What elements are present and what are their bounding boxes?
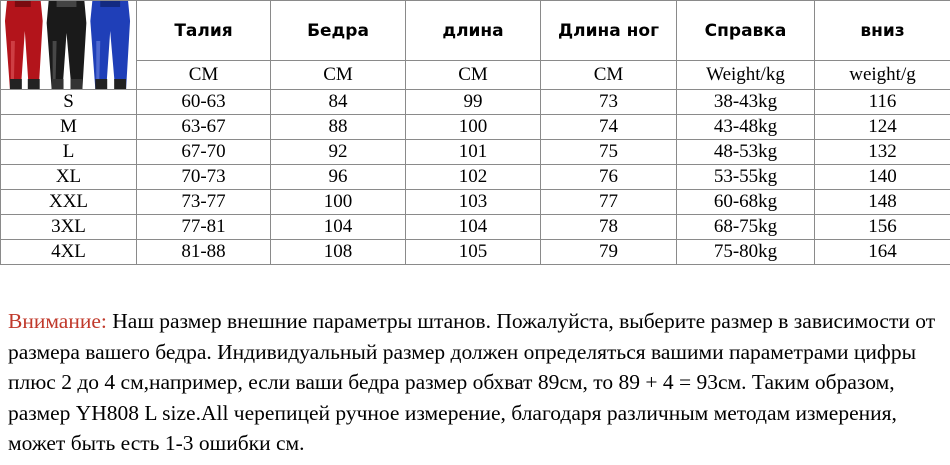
notice-paragraph	[8, 306, 948, 459]
table-cell: 43-48kg	[677, 115, 815, 140]
header-waist: Талия	[137, 1, 271, 61]
unit-cell: CM	[271, 61, 406, 90]
units-row	[1, 61, 950, 90]
table-row	[1, 165, 950, 190]
pants-photo-icon	[1, 1, 136, 89]
table-row	[1, 240, 950, 265]
unit-cell: CM	[406, 61, 541, 90]
table-cell: 53-55kg	[677, 165, 815, 190]
unit-cell: CM	[541, 61, 677, 90]
table-cell: 63-67	[137, 115, 271, 140]
table-row	[1, 215, 950, 240]
table-cell: 100	[406, 115, 541, 140]
table-cell: 100	[271, 190, 406, 215]
product-photo	[1, 1, 137, 90]
table-row	[1, 140, 950, 165]
table-cell: 75	[541, 140, 677, 165]
table-row	[1, 90, 950, 115]
table-cell: 124	[815, 115, 950, 140]
table-cell: 132	[815, 140, 950, 165]
size-label: M	[1, 115, 137, 140]
header-down: вниз	[815, 1, 950, 61]
table-cell: 77	[541, 190, 677, 215]
notice-label: Внимание:	[8, 309, 107, 333]
table-cell: 108	[271, 240, 406, 265]
table-cell: 102	[406, 165, 541, 190]
unit-cell: CM	[137, 61, 271, 90]
table-cell: 81-88	[137, 240, 271, 265]
size-label: S	[1, 90, 137, 115]
table-cell: 116	[815, 90, 950, 115]
size-label: XXL	[1, 190, 137, 215]
table-cell: 38-43kg	[677, 90, 815, 115]
header-reference: Справка	[677, 1, 815, 61]
header-length: длина	[406, 1, 541, 61]
table-cell: 77-81	[137, 215, 271, 240]
size-label: 3XL	[1, 215, 137, 240]
table-cell: 88	[271, 115, 406, 140]
table-cell: 48-53kg	[677, 140, 815, 165]
table-cell: 79	[541, 240, 677, 265]
table-cell: 104	[271, 215, 406, 240]
table-cell: 68-75kg	[677, 215, 815, 240]
table-cell: 140	[815, 165, 950, 190]
table-cell: 105	[406, 240, 541, 265]
table-row	[1, 115, 950, 140]
table-cell: 70-73	[137, 165, 271, 190]
table-cell: 103	[406, 190, 541, 215]
table-cell: 67-70	[137, 140, 271, 165]
table-cell: 84	[271, 90, 406, 115]
header-leg-length: Длина ног	[541, 1, 677, 61]
table-cell: 73-77	[137, 190, 271, 215]
size-label: L	[1, 140, 137, 165]
table-cell: 92	[271, 140, 406, 165]
table-cell: 156	[815, 215, 950, 240]
notice-text: Наш размер внешние параметры штанов. Пожалуйста, выберите размер в зависимости от размера вашего бедра. Индивидуальный размер должен определяться вашими параметрами цифры плюс 2 до 4 см,например, если ваши бедра размер обхват 89см, то 89 + 4 = 93см. Таким образом, размер YH808 L size.All черепицей ручное измерение, благодаря различным методам измерения, может быть есть 1-3 ошибки см.	[8, 309, 936, 455]
table-cell: 60-68kg	[677, 190, 815, 215]
table-cell: 101	[406, 140, 541, 165]
table-cell: 74	[541, 115, 677, 140]
unit-cell: Weight/kg	[677, 61, 815, 90]
size-label: XL	[1, 165, 137, 190]
table-cell: 73	[541, 90, 677, 115]
size-label: 4XL	[1, 240, 137, 265]
table-cell: 75-80kg	[677, 240, 815, 265]
table-cell: 104	[406, 215, 541, 240]
table-cell: 99	[406, 90, 541, 115]
size-rows	[1, 90, 950, 265]
table-cell: 96	[271, 165, 406, 190]
table-cell: 78	[541, 215, 677, 240]
header-row	[1, 1, 950, 61]
unit-cell: weight/g	[815, 61, 950, 90]
table-cell: 76	[541, 165, 677, 190]
table-cell: 148	[815, 190, 950, 215]
table-cell: 164	[815, 240, 950, 265]
header-hips: Бедра	[271, 1, 406, 61]
table-row	[1, 190, 950, 215]
table-cell: 60-63	[137, 90, 271, 115]
